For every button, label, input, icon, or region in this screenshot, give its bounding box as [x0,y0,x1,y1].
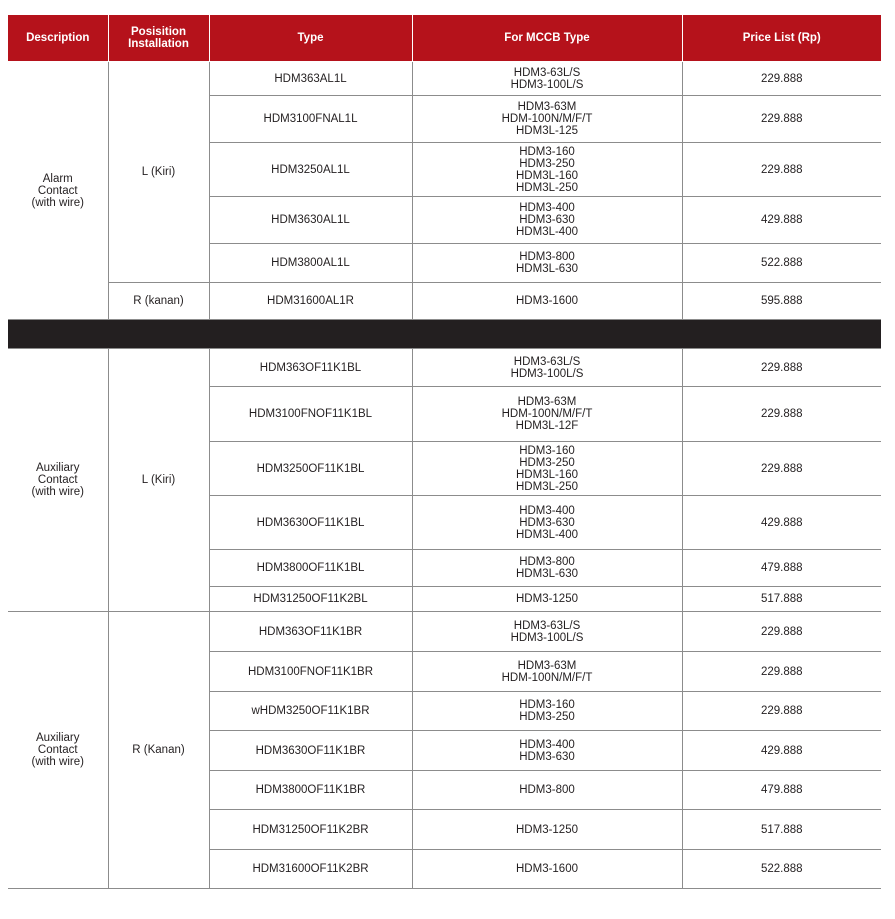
mccb-type-text: HDM3-63M [517,101,577,113]
type-cell: HDM3100FNOF11K1BL [209,387,412,442]
price-cell: 429.888 [682,197,881,244]
description-text: (with wire) [31,756,84,768]
mccb-type-text: HDM3-800 [519,556,575,568]
mccb-type-text: HDM3-63L/S [513,355,581,368]
mccb-type-text: HDM3-800 [519,251,575,263]
mccb-type-text: HDM3-800 [519,784,575,796]
mccb-type-text: HDM3-630 [519,516,575,529]
mccb-type-cell [412,810,682,850]
separator-bar [8,320,881,349]
mccb-type-text: HDM3-250 [519,711,575,723]
price-list-table [8,15,881,889]
mccb-type-text: HDM3-100L/S [510,631,584,644]
type-cell: HDM3800AL1L [209,244,412,283]
section-separator [8,320,881,349]
description-text: Auxiliary [36,462,80,474]
header-price: Price List (Rp) [682,15,881,62]
mccb-type-text: HDM3L-250 [516,480,578,493]
mccb-type-cell [412,731,682,771]
mccb-type-cell [412,550,682,587]
price-cell: 517.888 [682,810,881,850]
price-cell: 229.888 [682,143,881,197]
price-cell: 229.888 [682,62,881,96]
mccb-type-text: HDM3-400 [519,738,575,751]
mccb-type-text: HDM3L-400 [516,528,578,541]
mccb-type-cell [412,771,682,810]
type-cell: HDM3800OF11K1BR [209,771,412,810]
mccb-type-cell [412,244,682,283]
mccb-type-cell [412,96,682,143]
price-cell: 229.888 [682,442,881,496]
mccb-type-cell [412,387,682,442]
description-text: (with wire) [31,486,84,498]
type-cell: HDM363OF11K1BR [209,612,412,652]
mccb-type-cell [412,143,682,197]
mccb-type-text: HDM3-160 [519,444,575,457]
position-cell: R (kanan) [108,283,209,320]
price-cell: 229.888 [682,96,881,143]
type-cell: HDM3100FNAL1L [209,96,412,143]
table-header-row [8,15,881,62]
mccb-type-text: HDM3L-250 [516,181,578,194]
type-cell: HDM31600AL1R [209,283,412,320]
description-cell [8,349,108,612]
price-cell: 522.888 [682,244,881,283]
mccb-type-text: HDM3L-160 [516,169,578,182]
mccb-type-text: HDM3-63L/S [513,619,581,632]
type-cell: HDM31250OF11K2BL [209,587,412,612]
mccb-type-text: HDM-100N/M/F/T [501,113,593,125]
table-row [8,283,881,320]
type-cell: HDM3800OF11K1BL [209,550,412,587]
header-position: Posisition Installation [108,15,209,62]
price-cell: 517.888 [682,587,881,612]
description-text: Contact [37,744,78,756]
mccb-type-text: HDM3L-160 [516,468,578,481]
position-cell: R (Kanan) [108,612,209,889]
price-cell: 229.888 [682,349,881,387]
type-cell: HDM363OF11K1BL [209,349,412,387]
price-cell: 229.888 [682,652,881,692]
table-row [8,62,881,96]
mccb-type-text: HDM3-1600 [516,863,578,875]
mccb-type-cell [412,692,682,731]
mccb-type-text: HDM3-1250 [516,823,578,836]
mccb-type-text: HDM3-100L/S [510,78,584,91]
price-cell: 522.888 [682,850,881,889]
price-cell: 229.888 [682,612,881,652]
mccb-type-cell [412,283,682,320]
mccb-type-cell [412,496,682,550]
mccb-type-text: HDM3-100L/S [510,367,584,380]
table-body [8,62,881,889]
description-cell [8,62,108,320]
description-cell [8,612,108,889]
price-cell: 229.888 [682,692,881,731]
mccb-type-text: HDM3-63M [517,396,577,408]
mccb-type-text: HDM3-250 [519,157,575,170]
mccb-type-cell [412,349,682,387]
mccb-type-cell [412,587,682,612]
mccb-type-text: HDM3-250 [519,456,575,469]
position-cell: L (Kiri) [108,62,209,283]
table-row [8,349,881,387]
price-cell: 229.888 [682,387,881,442]
type-cell: HDM3250AL1L [209,143,412,197]
header-description: Description [8,15,108,62]
mccb-type-text: HDM3-1250 [516,593,578,605]
mccb-type-cell [412,62,682,96]
price-cell: 429.888 [682,496,881,550]
mccb-type-text: HDM-100N/M/F/T [501,671,593,684]
description-text: (with wire) [31,196,84,209]
price-cell: 479.888 [682,550,881,587]
mccb-type-text: HDM3-63M [517,659,577,672]
description-text: Alarm [42,172,73,185]
type-cell: HDM3100FNOF11K1BR [209,652,412,692]
mccb-type-text: HDM-100N/M/F/T [501,408,593,420]
mccb-type-text: HDM3-630 [519,214,575,226]
mccb-type-cell [412,652,682,692]
type-cell: HDM3630AL1L [209,197,412,244]
mccb-type-cell [412,612,682,652]
mccb-type-cell [412,442,682,496]
mccb-type-text: HDM3-1600 [516,295,578,307]
mccb-type-text: HDM3-400 [519,504,575,517]
position-cell: L (Kiri) [108,349,209,612]
price-cell: 595.888 [682,283,881,320]
mccb-type-text: HDM3L-125 [516,125,578,137]
mccb-type-text: HDM3-160 [519,699,575,711]
description-text: Contact [37,474,78,486]
price-cell: 429.888 [682,731,881,771]
type-cell: HDM363AL1L [209,62,412,96]
type-cell: HDM31600OF11K2BR [209,850,412,889]
type-cell: HDM3630OF11K1BL [209,496,412,550]
mccb-type-text: HDM3L-400 [516,226,578,238]
mccb-type-text: HDM3-630 [519,750,575,763]
mccb-type-text: HDM3-400 [519,202,575,214]
price-cell: 479.888 [682,771,881,810]
type-cell: HDM31250OF11K2BR [209,810,412,850]
description-text: Contact [37,184,78,197]
description-text: Auxiliary [36,732,80,744]
mccb-type-text: HDM3L-630 [516,263,578,275]
type-cell: HDM3250OF11K1BL [209,442,412,496]
mccb-type-text: HDM3L-12F [515,420,579,432]
type-cell: HDM3630OF11K1BR [209,731,412,771]
type-cell: wHDM3250OF11K1BR [209,692,412,731]
header-type: Type [209,15,412,62]
table-row [8,612,881,652]
mccb-type-cell [412,850,682,889]
mccb-type-text: HDM3L-630 [516,568,578,580]
mccb-type-cell [412,197,682,244]
mccb-type-text: HDM3-160 [519,145,575,158]
mccb-type-text: HDM3-63L/S [513,66,581,79]
header-mccb-type: For MCCB Type [412,15,682,62]
